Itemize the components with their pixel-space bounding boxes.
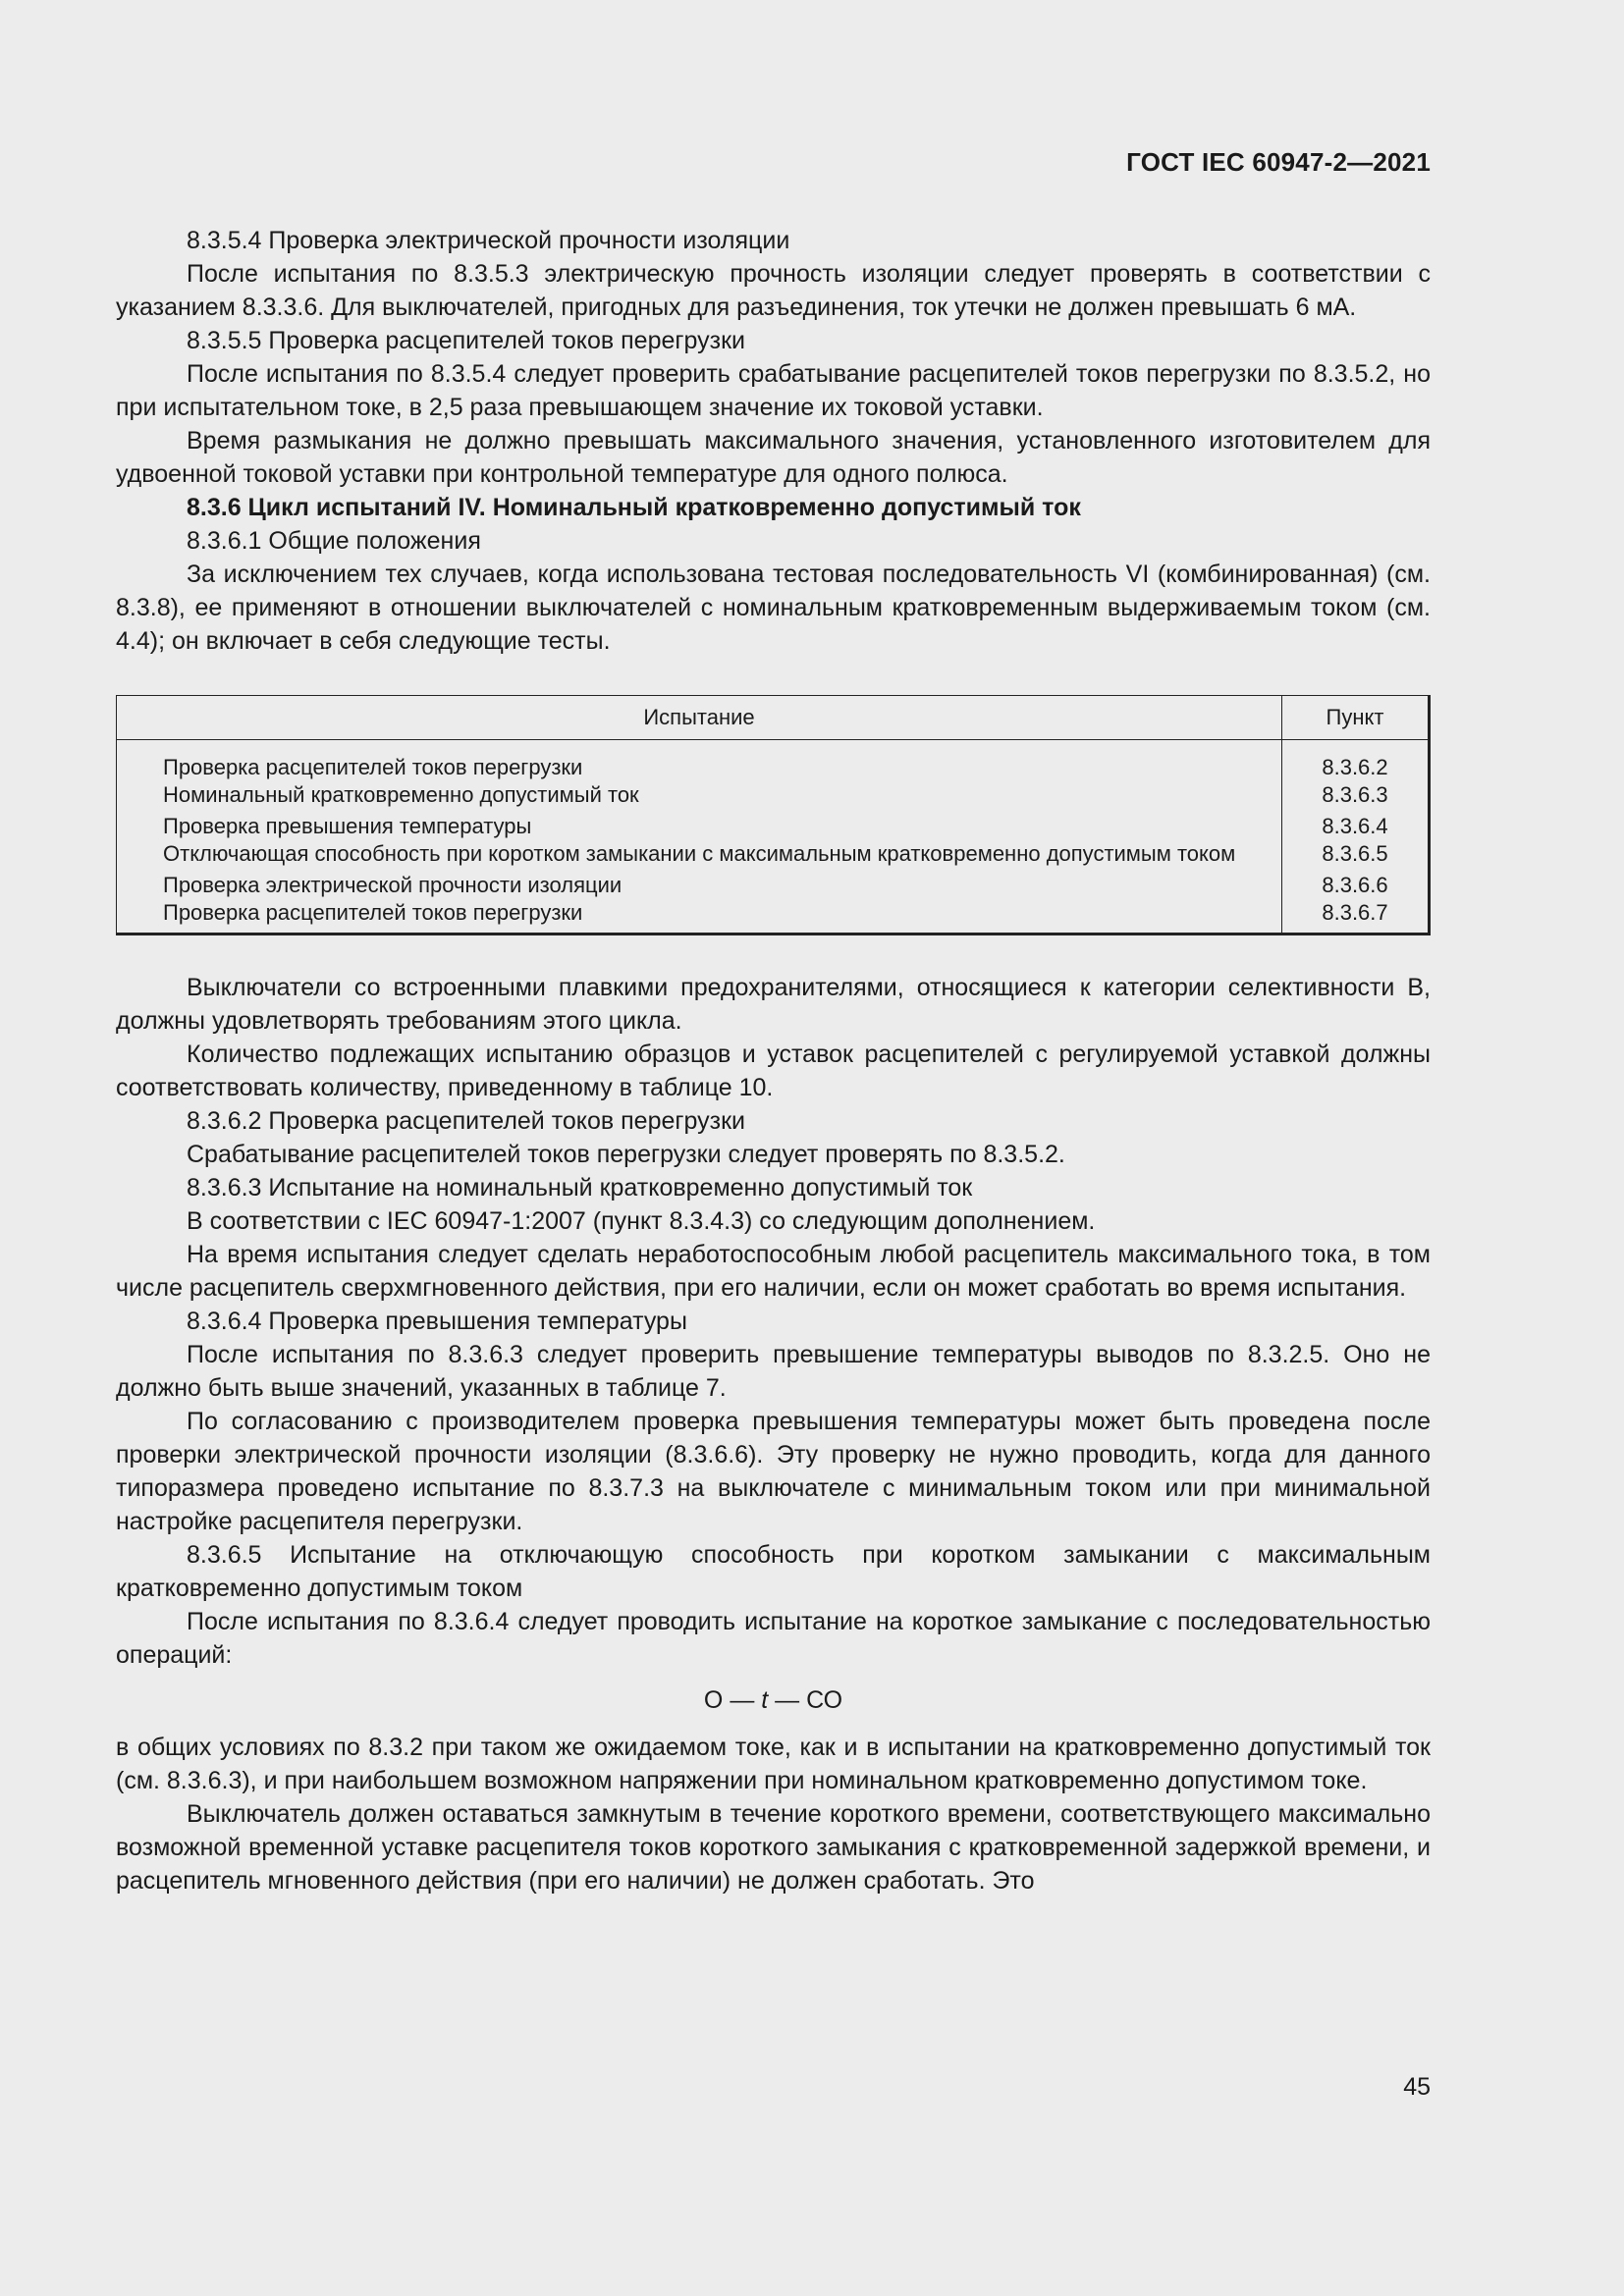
formula-right: — СО — [768, 1686, 843, 1714]
paragraph: После испытания по 8.3.6.4 следует проводить испытание на короткое замыкание с последовательностью операций: — [116, 1608, 1431, 1669]
paragraph: в общих условиях по 8.3.2 при таком же ожидаемом токе, как и в испытании на кратковременно допустимый ток (см. 8.3.6.3), и при наибольшем возможном напряжении при номинальном кратковременно допустимом токе. — [116, 1734, 1431, 1794]
paragraph: Выключатели со встроенными плавкими предохранителями, относящиеся к категории селективности В, должны удовлетворять требованиям этого цикла. — [116, 974, 1431, 1035]
table-cell-test — [117, 809, 1282, 840]
paragraph: После испытания по 8.3.5.3 электрическую прочность изоляции следует проверять в соответствии с указанием 8.3.3.6. Для выключателей, пригодных для разъединения, ток утечки не должен превышать 6 мА. — [116, 260, 1431, 321]
table-cell-point: 8.3.6.2 — [1322, 755, 1388, 779]
table-cell-test — [117, 781, 1282, 809]
clause-8-3-6-1-title: 8.3.6.1 Общие положения — [187, 527, 481, 555]
table-row — [117, 899, 1428, 933]
table-row — [117, 781, 1428, 809]
clause-8-3-5-5-title: 8.3.5.5 Проверка расцепителей токов перегрузки — [187, 327, 745, 354]
table-header-row — [117, 696, 1428, 740]
paragraph: После испытания по 8.3.5.4 следует проверить срабатывание расцепителей токов перегрузки по 8.3.5.2, но при испытательном токе, в 2,5 раза превышающем значение их токовой уставки. — [116, 360, 1431, 421]
page-number: 45 — [1403, 2073, 1431, 2101]
paragraph: За исключением тех случаев, когда использована тестовая последовательность VI (комбинированная) (см. 8.3.8), ее применяют в отношении выключателей с номинальным кратковременным выдерживаемым током (см. 4.4); он включает в себя следующие тесты. — [116, 561, 1431, 655]
table-row — [117, 809, 1428, 840]
table-cell-point: 8.3.6.7 — [1322, 900, 1388, 925]
table-cell-point: 8.3.6.3 — [1322, 782, 1388, 807]
paragraph: На время испытания следует сделать неработоспособным любой расцепитель максимального тока, в том числе расцепитель сверхмгновенного действия, при его наличии, если он может сработать во время испытания. — [116, 1241, 1431, 1302]
clause-8-3-6-3-title: 8.3.6.3 Испытание на номинальный кратковременно допустимый ток — [187, 1174, 973, 1201]
paragraph: Срабатывание расцепителей токов перегрузки следует проверять по 8.3.5.2. — [187, 1141, 1065, 1168]
table-row — [117, 840, 1428, 868]
clause-8-3-6-4-title: 8.3.6.4 Проверка превышения температуры — [187, 1308, 687, 1335]
table-cell-test — [117, 868, 1282, 899]
paragraph: По согласованию с производителем проверка превышения температуры может быть проведена после проверки электрической прочности изоляции (8.3.6.6). Эту проверку не нужно проводить, когда для данного типоразмера проведено испытание по 8.3.7.3 на выключателе с минимальным током или при минимальной настройке расцепителя перегрузки. — [116, 1408, 1431, 1535]
paragraph: Количество подлежащих испытанию образцов и уставок расцепителей с регулируемой уставкой должны соответствовать количеству, приведенному в таблице 10. — [116, 1041, 1431, 1101]
table-header-point: Пункт — [1282, 696, 1428, 740]
formula-left: О — — [703, 1686, 762, 1714]
paragraph: Время размыкания не должно превышать максимального значения, установленного изготовителем для удвоенной токовой уставки при контрольной температуре для одного полюса. — [116, 427, 1431, 488]
table-header-test: Испытание — [117, 696, 1282, 740]
table-cell-point: 8.3.6.6 — [1322, 873, 1388, 897]
clause-8-3-6-5-title: 8.3.6.5 Испытание на отключающую способность при коротком замыкании с максимальным кратковременно допустимым током — [116, 1541, 1431, 1602]
clause-8-3-5-4-title: 8.3.5.4 Проверка электрической прочности изоляции — [187, 227, 790, 254]
table-row — [117, 868, 1428, 899]
table-cell-test-text: Номинальный кратковременно допустимый ток — [163, 782, 639, 807]
table-cell-test-text: Отключающая способность при коротком замыкании с максимальным кратковременно допустимым током — [163, 841, 1236, 866]
section-8-3-6-title: 8.3.6 Цикл испытаний IV. Номинальный кратковременно допустимый ток — [187, 494, 1081, 521]
table-cell-test — [117, 740, 1282, 781]
table-cell-test-text: Проверка расцепителей токов перегрузки — [163, 755, 583, 779]
paragraph: В соответствии с IEC 60947-1:2007 (пункт 8.3.4.3) со следующим дополнением. — [187, 1207, 1096, 1235]
paragraph: После испытания по 8.3.6.3 следует проверить превышение температуры выводов по 8.3.2.5. Оно не должно быть выше значений, указанных в таблице 7. — [116, 1341, 1431, 1402]
table-cell-test — [117, 899, 1282, 933]
table-cell-point: 8.3.6.4 — [1322, 814, 1388, 838]
table-cell-test-text: Проверка расцепителей токов перегрузки — [163, 900, 583, 925]
table-row — [117, 740, 1428, 781]
operation-sequence-formula — [116, 1683, 1431, 1717]
table-cell-test-text: Проверка превышения температуры — [163, 814, 532, 838]
paragraph: Выключатель должен оставаться замкнутым в течение короткого времени, соответствующего максимально возможной временной уставке расцепителя токов короткого замыкания с кратковременной задержкой времени, и расцепитель мгновенного действия (при его наличии) не должен сработать. Это — [116, 1800, 1431, 1895]
formula-variable: t — [761, 1686, 769, 1714]
table-cell-test — [117, 840, 1282, 868]
tests-table — [116, 695, 1431, 935]
table-cell-point: 8.3.6.5 — [1322, 841, 1388, 866]
table-cell-test-text: Проверка электрической прочности изоляции — [163, 873, 623, 897]
page-content — [116, 224, 1431, 1897]
tests-table-wrapper — [116, 695, 1431, 935]
document-standard-header: ГОСТ IEC 60947-2—2021 — [1126, 147, 1431, 177]
clause-8-3-6-2-title: 8.3.6.2 Проверка расцепителей токов перегрузки — [187, 1107, 745, 1135]
